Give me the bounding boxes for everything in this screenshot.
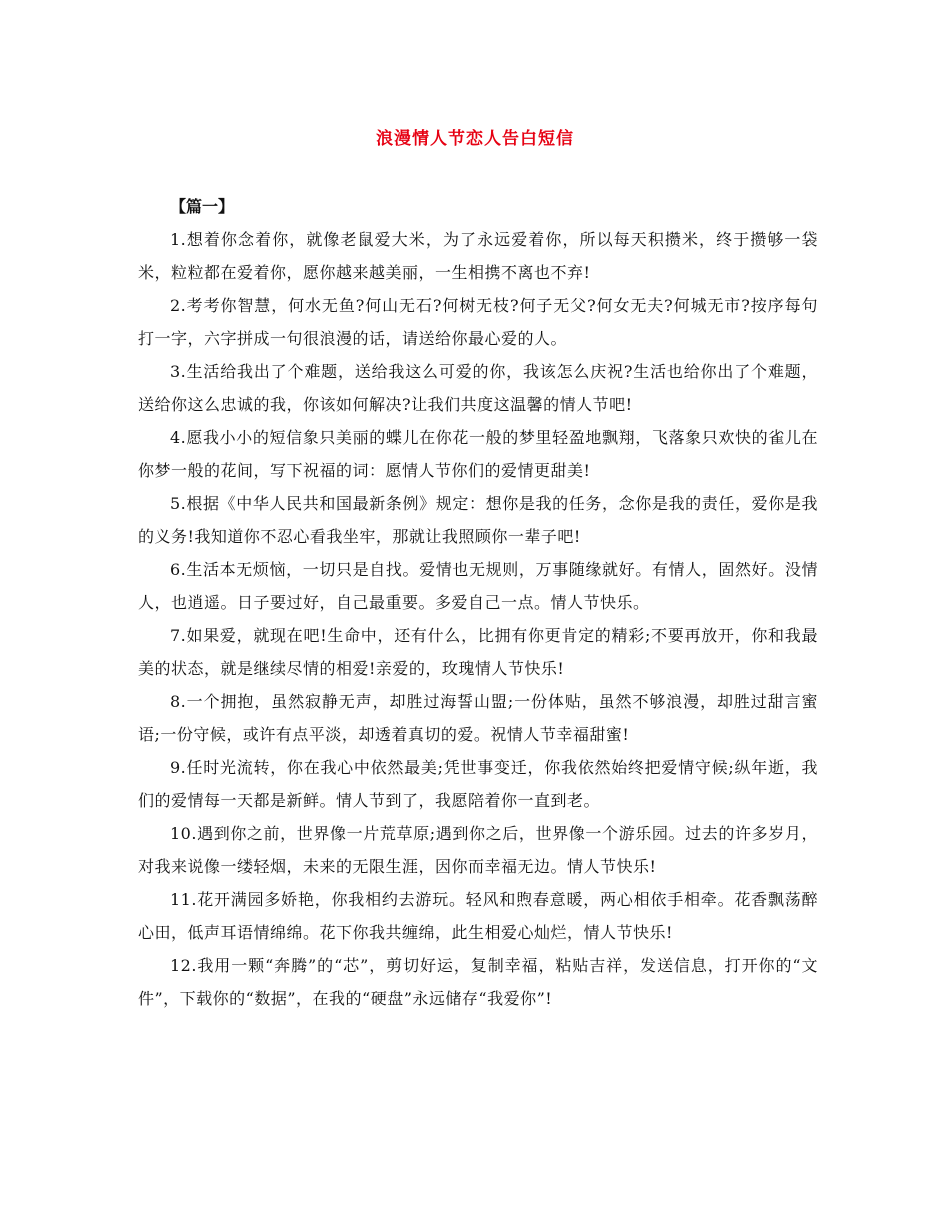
message-item-12: 12.我用一颗“奔腾”的“芯”，剪切好运，复制幸福，粘贴吉祥，发送信息，打开你的“文件”，下载你的“数据”，在我的“硬盘”永远储存“我爱你”! [138, 956, 818, 1008]
message-item-6: 6.生活本无烦恼，一切只是自找。爱情也无规则，万事随缘就好。有情人，固然好。没情人，也逍遥。日子要过好，自己最重要。多爱自己一点。情人节快乐。 [138, 560, 818, 612]
document-body [138, 190, 818, 1015]
message-item-10: 10.遇到你之前，世界像一片荒草原;遇到你之后，世界像一个游乐园。过去的许多岁月，对我来说像一缕轻烟，未来的无限生涯，因你而幸福无边。情人节快乐! [138, 824, 818, 876]
message-item-5: 5.根据《中华人民共和国最新条例》规定：想你是我的任务，念你是我的责任，爱你是我的义务!我知道你不忍心看我坐牢，那就让我照顾你一辈子吧! [138, 494, 818, 546]
message-item-4: 4.愿我小小的短信象只美丽的蝶儿在你花一般的梦里轻盈地飘翔，飞落象只欢快的雀儿在你梦一般的花间，写下祝福的词：愿情人节你们的爱情更甜美! [138, 428, 818, 480]
message-item-7: 7.如果爱，就现在吧!生命中，还有什么，比拥有你更肯定的精彩;不要再放开，你和我最美的状态，就是继续尽情的相爱!亲爱的，玫瑰情人节快乐! [138, 626, 818, 678]
message-item-3: 3.生活给我出了个难题，送给我这么可爱的你，我该怎么庆祝?生活也给你出了个难题，送给你这么忠诚的我，你该如何解决?让我们共度这温馨的情人节吧! [138, 362, 818, 414]
message-item-11: 11.花开满园多娇艳，你我相约去游玩。轻风和煦春意暖，两心相依手相牵。花香飘荡醉心田，低声耳语情绵绵。花下你我共缠绵，此生相爱心灿烂，情人节快乐! [138, 890, 818, 942]
message-item-8: 8.一个拥抱，虽然寂静无声，却胜过海誓山盟;一份体贴，虽然不够浪漫，却胜过甜言蜜语;一份守候，或许有点平淡，却透着真切的爱。祝情人节幸福甜蜜! [138, 692, 818, 744]
message-item-2: 2.考考你智慧，何水无鱼?何山无石?何树无枝?何子无父?何女无夫?何城无市?按序每句打一字，六字拼成一句很浪漫的话，请送给你最心爱的人。 [138, 296, 818, 348]
message-item-9: 9.任时光流转，你在我心中依然最美;凭世事变迁，你我依然始终把爱情守候;纵年逝，我们的爱情每一天都是新鲜。情人节到了，我愿陪着你一直到老。 [138, 758, 818, 810]
document-title: 浪漫情人节恋人告白短信 [376, 129, 574, 149]
section-heading: 【篇一】 [170, 197, 235, 216]
message-item-1: 1.想着你念着你，就像老鼠爱大米，为了永远爱着你，所以每天积攒米，终于攒够一袋米，粒粒都在爱着你，愿你越来越美丽，一生相携不离也不弃! [138, 230, 818, 282]
